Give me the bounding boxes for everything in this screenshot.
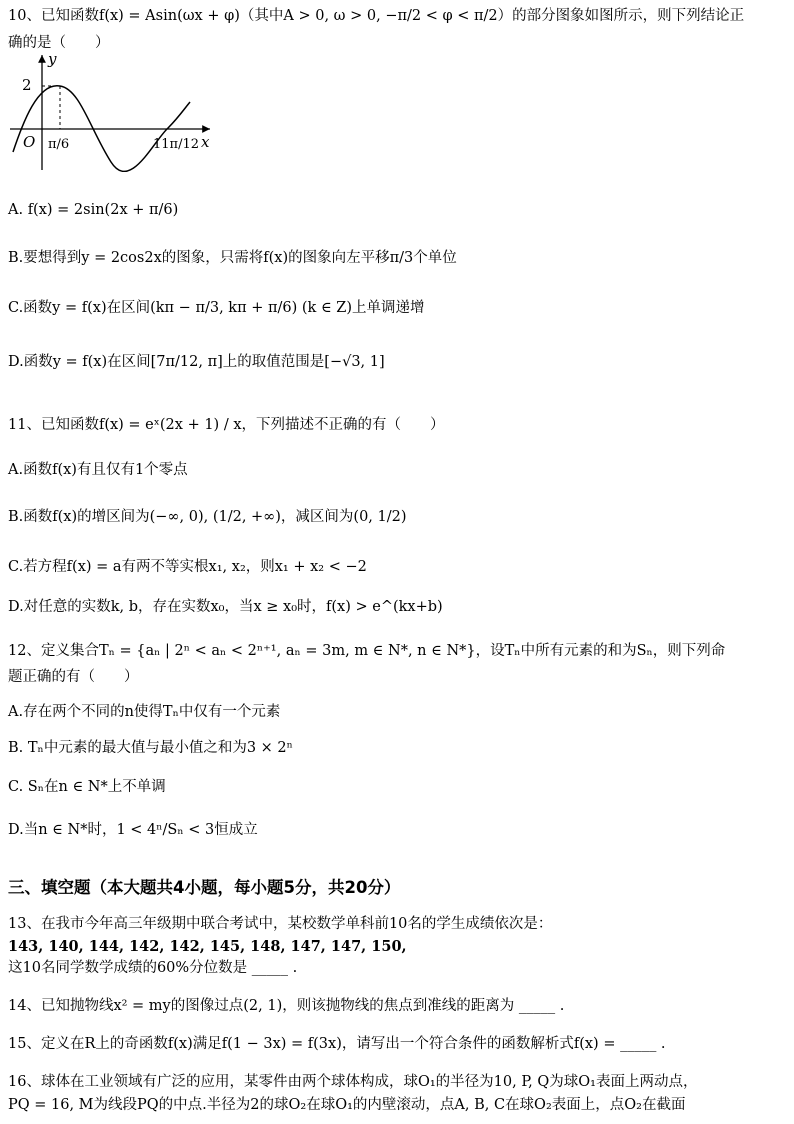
q12-option-d: D.当n ∈ N*时，1 < 4ⁿ/Sₙ < 3恒成立 bbox=[8, 822, 258, 838]
q10-sine-graph bbox=[8, 52, 223, 172]
q11-option-a: A.函数f(x)有且仅有1个零点 bbox=[8, 462, 188, 478]
q12-stem: 12、定义集合Tₙ = {aₙ | 2ⁿ < aₙ < 2ⁿ⁺¹, aₙ = 3m, m ∈ N*, n ∈ N*}，设Tₙ中所有元素的和为Sₙ，则下列命 bbox=[8, 643, 726, 659]
q16-line2: PQ = 16, M为线段PQ的中点.半径为2的球O₂在球O₁的内壁滚动，点A, B, C在球O₂表面上，点O₂在截面 bbox=[8, 1097, 686, 1113]
q12-option-a: A.存在两个不同的n使得Tₙ中仅有一个元素 bbox=[8, 704, 281, 720]
q11-option-b: B.函数f(x)的增区间为(−∞, 0), (1/2, +∞)，减区间为(0, 1/2) bbox=[8, 509, 407, 525]
q13-line3: 这10名同学数学成绩的60%分位数是 _____ . bbox=[8, 960, 298, 976]
q13-line1: 13、在我市今年高三年级期中联合考试中，某校数学单科前10名的学生成绩依次是： bbox=[8, 916, 553, 932]
q14: 14、已知抛物线x² = my的图像过点(2, 1)，则该抛物线的焦点到准线的距离为 _____ . bbox=[8, 998, 565, 1014]
q16-line1: 16、球体在工业领域有广泛的应用，某零件由两个球体构成，球O₁的半径为10, P, Q为球O₁表面上两动点， bbox=[8, 1074, 698, 1090]
q13-scores: 143, 140, 144, 142, 142, 145, 148, 147, 147, 150, bbox=[8, 938, 407, 955]
section-title: 三、填空题（本大题共4小题，每小题5分，共20分） bbox=[8, 878, 401, 897]
q10-option-b: B.要想得到y = 2cos2x的图象，只需将f(x)的图象向左平移π/3个单位 bbox=[8, 250, 457, 266]
y-axis-label: y bbox=[48, 52, 57, 68]
q12-stem-cont: 题正确的有（ ） bbox=[8, 669, 139, 685]
q10-option-a: A. f(x) = 2sin(2x + π/6) bbox=[8, 202, 179, 218]
q15: 15、定义在R上的奇函数f(x)满足f(1 − 3x) = f(3x)，请写出一个符合条件的函数解析式f(x) = _____ . bbox=[8, 1036, 666, 1052]
q11-option-d: D.对任意的实数k, b，存在实数x₀，当x ≥ x₀时，f(x) > e^(kx+b) bbox=[8, 599, 443, 615]
q10-option-c: C.函数y = f(x)在区间(kπ − π/3, kπ + π/6) (k ∈ Z)上单调递增 bbox=[8, 300, 425, 316]
origin-label: O bbox=[23, 133, 36, 151]
q12-option-c: C. Sₙ在n ∈ N*上不单调 bbox=[8, 779, 166, 795]
q11-stem: 11、已知函数f(x) = eˣ(2x + 1) / x，下列描述不正确的有（ ） bbox=[8, 417, 445, 433]
q10-option-d: D.函数y = f(x)在区间[7π/12, π]上的取值范围是[−√3, 1] bbox=[8, 354, 385, 370]
q10-stem: 10、已知函数f(x) = Asin(ωx + φ)（其中A > 0, ω > 0, −π/2 < φ < π/2）的部分图象如图所示，则下列结论正 bbox=[8, 8, 745, 24]
q12-option-b: B. Tₙ中元素的最大值与最小值之和为3 × 2ⁿ bbox=[8, 740, 293, 756]
q10-stem-cont: 确的是（ ） bbox=[8, 35, 110, 51]
q11-option-c: C.若方程f(x) = a有两不等实根x₁, x₂，则x₁ + x₂ < −2 bbox=[8, 559, 367, 575]
tick-pi6: π/6 bbox=[48, 137, 70, 152]
ymax-label: 2 bbox=[22, 76, 32, 94]
tick-11pi12: 11π/12 bbox=[153, 137, 200, 152]
x-axis-label: x bbox=[201, 133, 210, 151]
